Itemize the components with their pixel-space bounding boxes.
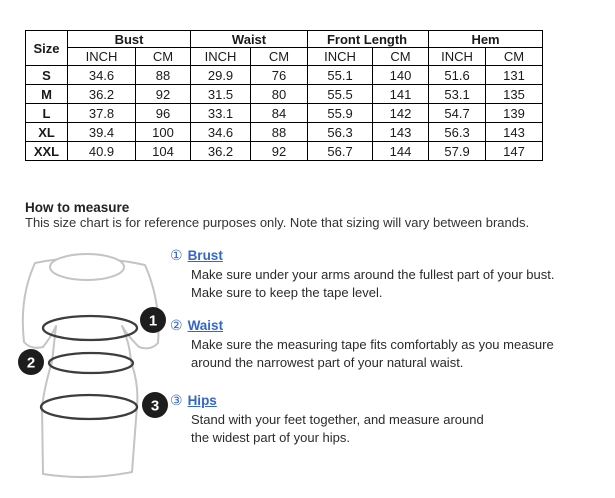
value-cell: 51.6 [429,66,486,85]
size-cell: L [26,104,68,123]
value-cell: 56.7 [308,142,373,161]
size-cell: S [26,66,68,85]
unit-header: CM [136,48,191,66]
badge-2 [18,349,44,375]
value-cell: 56.3 [429,123,486,142]
table-row-s [26,66,543,85]
instruction-line: around the narrowest part of your natural waist. [191,355,464,370]
waist-link[interactable]: Waist [187,318,224,333]
value-cell: 135 [486,85,543,104]
section-heading [170,317,610,335]
value-cell: 147 [486,142,543,161]
neckline [50,254,124,280]
value-cell: 80 [251,85,308,104]
value-cell: 57.9 [429,142,486,161]
instruction-line: Stand with your feet together, and measure around [191,412,484,427]
measure-section-bust [170,247,610,302]
value-cell: 140 [373,66,429,85]
badge-1-number: 1 [148,312,158,330]
value-cell: 34.6 [191,123,251,142]
value-cell: 55.5 [308,85,373,104]
how-to-measure-title: How to measure [25,200,130,215]
value-cell: 31.5 [191,85,251,104]
value-cell: 142 [373,104,429,123]
value-cell: 143 [486,123,543,142]
unit-header: CM [486,48,543,66]
size-cell: XL [26,123,68,142]
unit-header: INCH [191,48,251,66]
value-cell: 92 [251,142,308,161]
value-cell: 54.7 [429,104,486,123]
badge-3 [142,392,168,418]
circled-number-3: ③ [170,392,183,408]
value-cell: 143 [373,123,429,142]
size-column-header: Size [26,31,68,66]
badge-1 [140,307,166,333]
value-cell: 139 [486,104,543,123]
size-cell: M [26,85,68,104]
waist-group-header: Waist [191,31,308,48]
value-cell: 40.9 [68,142,136,161]
size-cell: XXL [26,142,68,161]
table-row-m [26,85,543,104]
unit-header: INCH [308,48,373,66]
value-cell: 100 [136,123,191,142]
instruction-line: Make sure to keep the tape level. [191,285,383,300]
table-row-xxl [26,142,543,161]
dress-measurement-diagram [12,246,172,494]
value-cell: 141 [373,85,429,104]
value-cell: 36.2 [68,85,136,104]
value-cell: 55.9 [308,104,373,123]
value-cell: 144 [373,142,429,161]
table-row-l [26,104,543,123]
value-cell: 33.1 [191,104,251,123]
unit-header: INCH [429,48,486,66]
front-length-label: Front Length [326,31,408,47]
hem-group-header: Hem [429,31,543,48]
size-chart-table [25,30,543,161]
brust-link[interactable]: Brust [187,248,223,263]
value-cell: 37.8 [68,104,136,123]
measure-section-waist [170,317,610,372]
badge-3-number: 3 [150,397,160,415]
badge-2-number: 2 [26,354,36,372]
instruction-line: Make sure the measuring tape fits comfortably as you measure [191,337,554,352]
hips-link[interactable]: Hips [187,393,217,408]
measure-section-hips [170,392,610,447]
value-cell: 88 [136,66,191,85]
section-heading [170,247,610,265]
value-cell: 53.1 [429,85,486,104]
circled-number-2: ② [170,317,183,333]
value-cell: 34.6 [68,66,136,85]
value-cell: 29.9 [191,66,251,85]
value-cell: 84 [251,104,308,123]
value-cell: 36.2 [191,142,251,161]
unit-header: CM [251,48,308,66]
value-cell: 131 [486,66,543,85]
dress-outline [23,258,159,477]
value-cell: 55.1 [308,66,373,85]
how-to-measure-note: This size chart is for reference purposes only. Note that sizing will vary between brands. [25,215,530,230]
instruction-line: the widest part of your hips. [191,430,350,445]
instruction-line: Make sure under your arms around the fullest part of your bust. [191,267,555,282]
section-heading [170,392,610,410]
circled-number-1: ① [170,247,183,263]
unit-header: INCH [68,48,136,66]
value-cell: 96 [136,104,191,123]
value-cell: 104 [136,142,191,161]
table-group-header-row [26,31,543,48]
front-length-group-header [308,31,429,48]
value-cell: 39.4 [68,123,136,142]
bust-group-header: Bust [68,31,191,48]
unit-header: CM [373,48,429,66]
value-cell: 88 [251,123,308,142]
value-cell: 92 [136,85,191,104]
value-cell: 76 [251,66,308,85]
table-unit-header-row [26,48,543,66]
table-row-xl [26,123,543,142]
value-cell: 56.3 [308,123,373,142]
